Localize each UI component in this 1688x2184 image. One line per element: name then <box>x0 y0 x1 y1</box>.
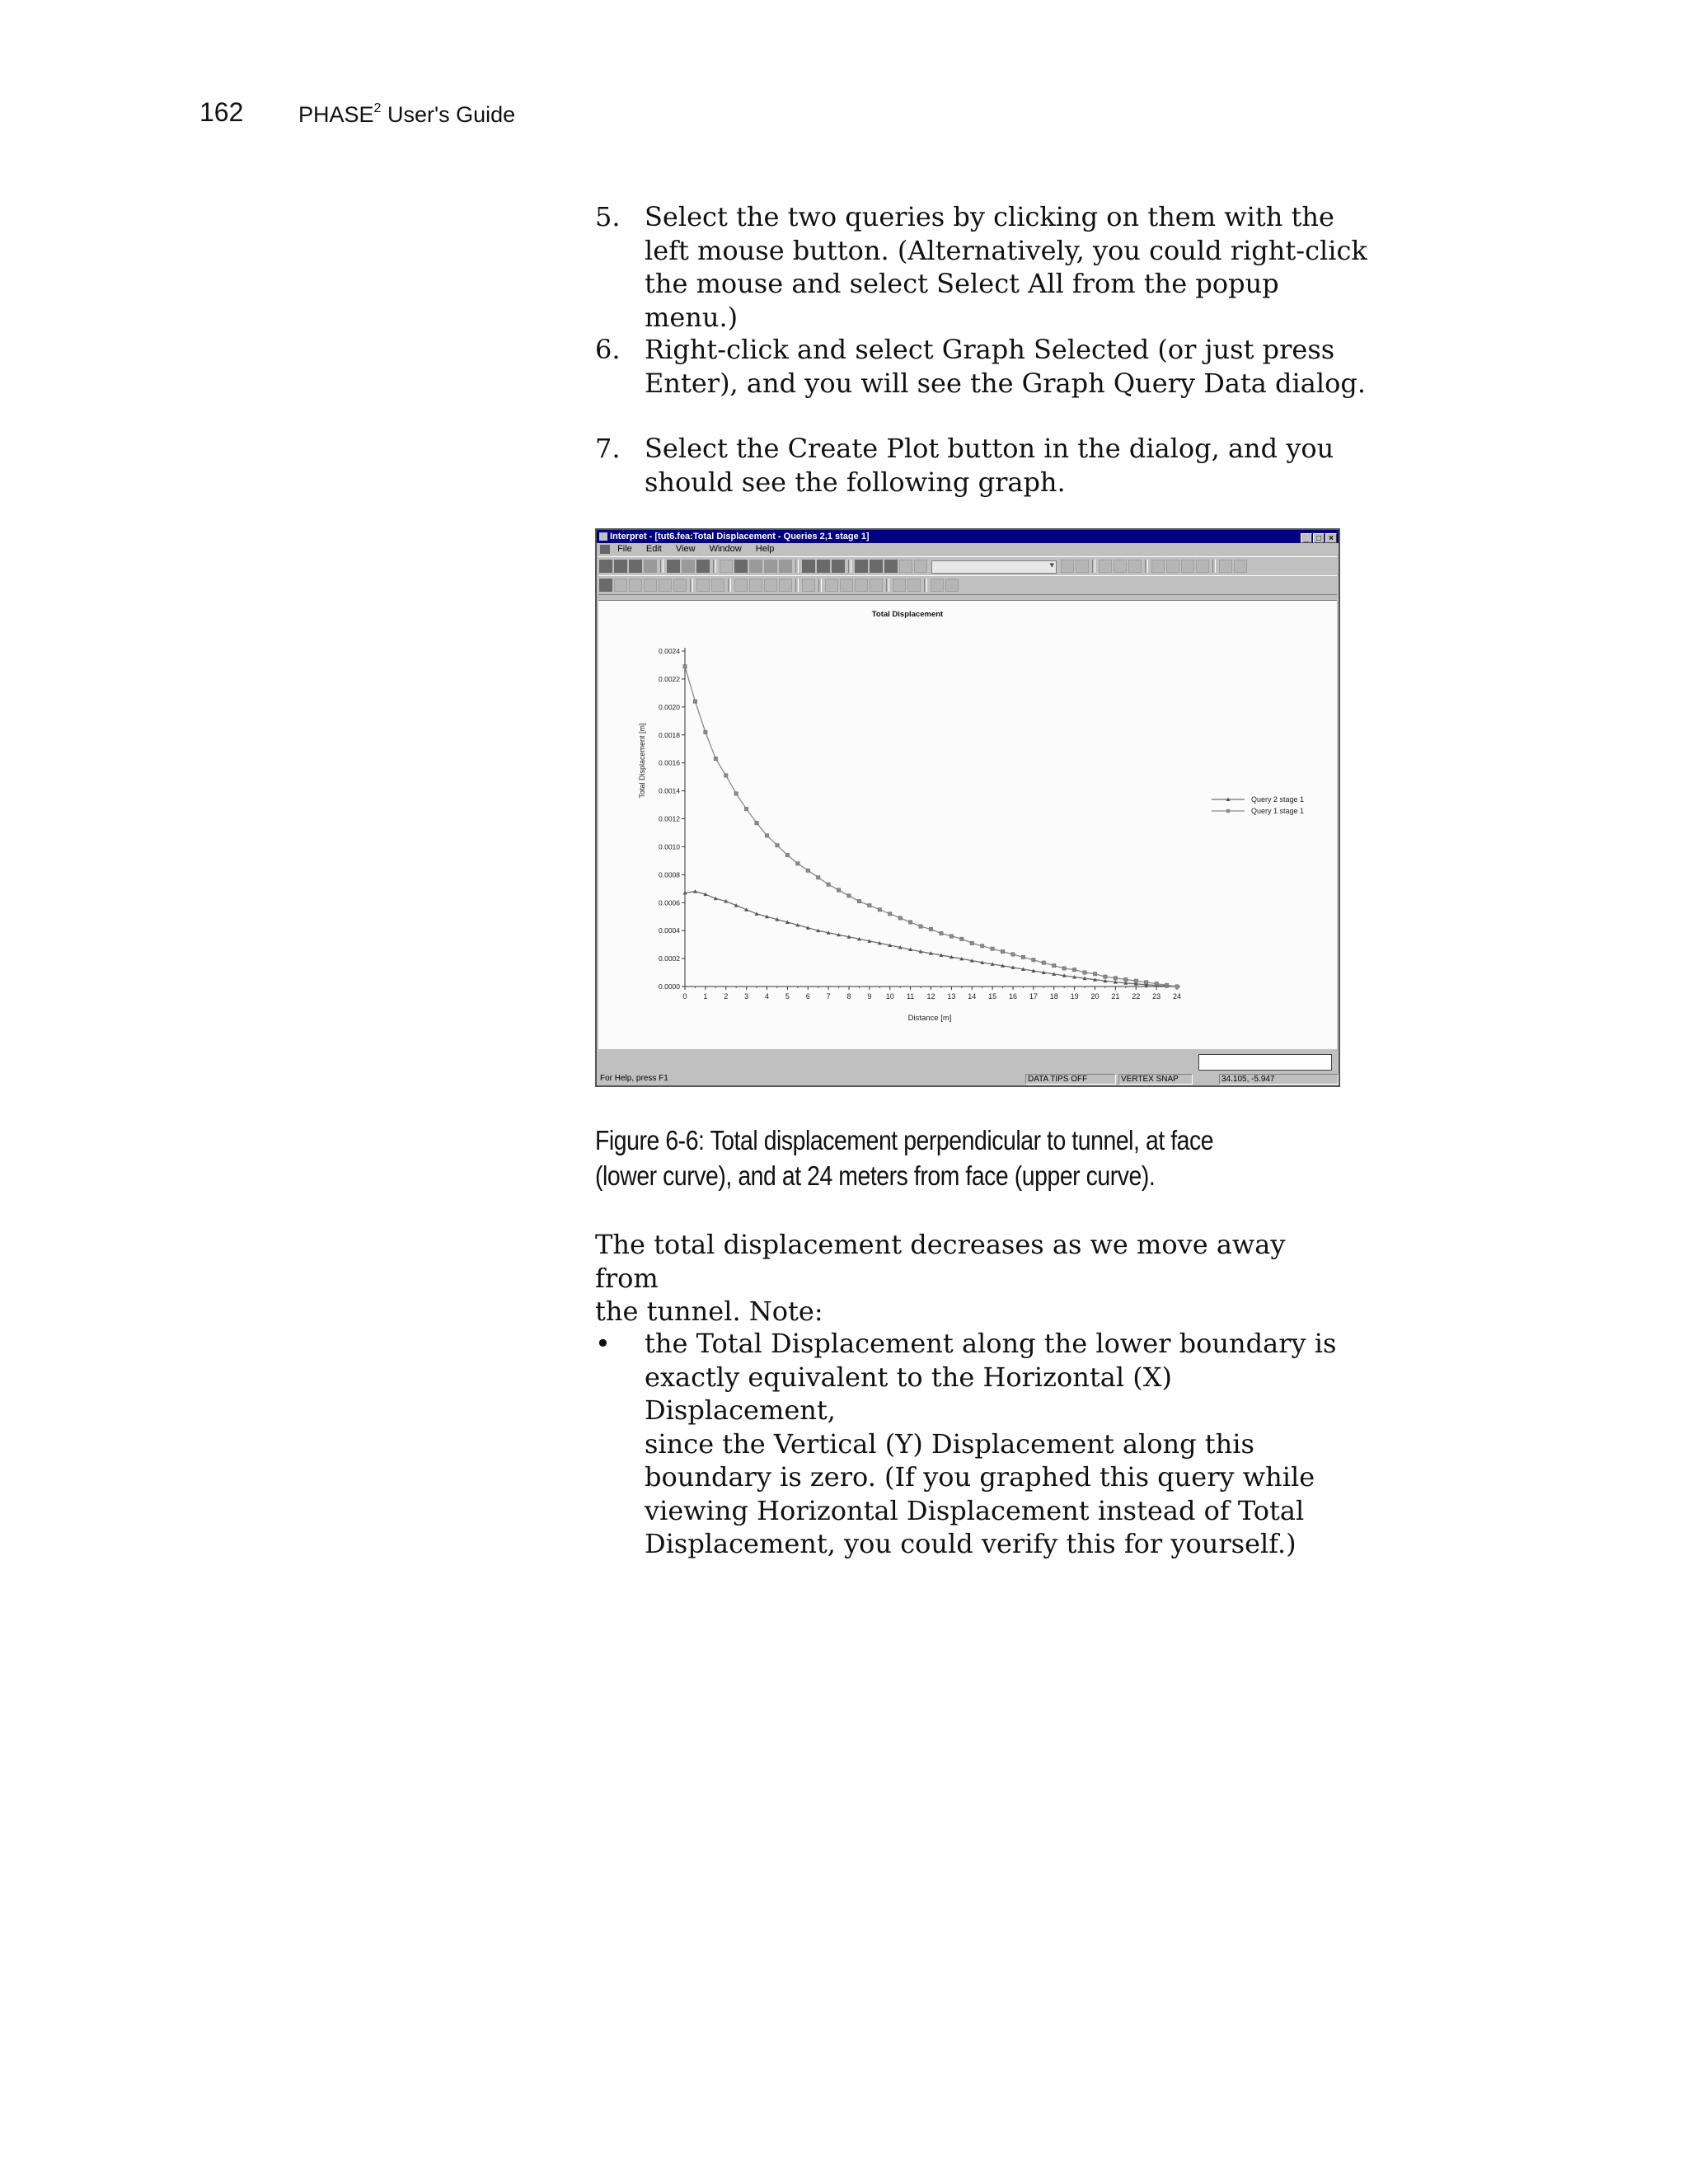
data-point-square <box>950 935 953 938</box>
stage-icon[interactable] <box>734 560 748 573</box>
x-tick-label: 18 <box>1049 992 1058 1001</box>
data-point-square <box>704 730 707 733</box>
data-point-square <box>693 700 696 703</box>
menu-window[interactable]: Window <box>709 544 742 554</box>
arrow-icon[interactable] <box>1166 560 1179 573</box>
x-tick-label: 4 <box>764 992 770 1001</box>
data-point-square <box>1155 982 1158 985</box>
status-coordinates: 34.105, -5.947 <box>1219 1074 1339 1085</box>
x-tick-label: 15 <box>988 992 997 1001</box>
line-icon[interactable] <box>696 579 710 592</box>
data-point-square <box>744 807 748 810</box>
data-point-square <box>1072 968 1076 971</box>
y-tick-label: 0.0006 <box>659 898 680 907</box>
x-tick-label: 3 <box>744 992 749 1001</box>
preview-icon[interactable] <box>682 560 695 573</box>
data-point-square <box>806 869 809 872</box>
distance-icon[interactable] <box>764 579 777 592</box>
bullet-symbol: • <box>595 1328 611 1359</box>
legend-marker-square <box>1226 809 1230 813</box>
copy-layer-icon[interactable] <box>840 579 853 592</box>
window-titlebar <box>597 530 1339 543</box>
data-point-square <box>1114 977 1117 980</box>
delete-query-icon[interactable] <box>1128 560 1142 573</box>
x-tick-label: 0 <box>682 992 687 1001</box>
x-tick-label: 19 <box>1070 992 1079 1001</box>
lock-icon[interactable] <box>870 579 883 592</box>
x-tick-label: 20 <box>1090 992 1100 1001</box>
title-rest: User's Guide <box>381 102 516 127</box>
x-tick-label: 14 <box>968 992 977 1001</box>
data-point-square <box>857 899 860 902</box>
figure-caption: Figure 6-6: Total displacement perpendicular to tunnel, at face (lower curve), and at 24 meters from face (upper curve). <box>595 1125 1214 1191</box>
x-tick-label: 5 <box>785 992 790 1001</box>
data-point-square <box>1104 975 1107 978</box>
step-text: Select the Create Plot button in the dialog, and you should see the following graph. <box>645 433 1334 498</box>
x-tick-label: 22 <box>1132 992 1141 1001</box>
toolbar-main <box>598 556 1337 576</box>
query-icon[interactable] <box>1061 560 1074 573</box>
chart-legend <box>1212 795 1304 815</box>
data-point-square <box>929 927 932 930</box>
y-tick-label: 0.0002 <box>659 954 680 963</box>
minimize-button[interactable]: _ <box>1301 533 1312 543</box>
box-icon[interactable] <box>1181 560 1194 573</box>
data-point-square <box>868 903 871 907</box>
x-tick-label: 10 <box>885 992 894 1001</box>
x-tick-label: 23 <box>1152 992 1161 1001</box>
data-point-square <box>755 821 758 824</box>
data-point-square <box>919 925 922 928</box>
data-point-square <box>1001 949 1004 953</box>
polyline-icon[interactable] <box>711 579 724 592</box>
toolbar-secondary <box>598 575 1337 595</box>
x-tick-label: 1 <box>703 992 708 1001</box>
chart-title: Total Displacement <box>871 610 944 619</box>
menu-help[interactable]: Help <box>755 544 775 554</box>
data-point-square <box>776 844 779 847</box>
ellipse-icon[interactable] <box>1196 560 1209 573</box>
app-window-screenshot <box>595 528 1340 1087</box>
layer-icon[interactable] <box>825 579 838 592</box>
title-superscript: 2 <box>373 101 382 115</box>
paste-icon[interactable] <box>855 579 868 592</box>
bullet-text: the Total Displacement along the lower boundary is exactly equivalent to the Horizontal (X) Displacement, since the Vertical (Y) Displacement along this boundary is zero. (If you graphed this query while viewing Horizontal Displacement instead of Total Displacement, you could verify this for yourself.) <box>645 1328 1337 1559</box>
x-tick-label: 9 <box>867 992 872 1001</box>
page-number: 162 <box>199 97 244 127</box>
window-title: Interpret - [tut6.fea:Total Displacement - Queries 2,1 stage 1] <box>610 532 870 541</box>
toolbar-separator <box>886 579 889 592</box>
text-icon[interactable] <box>614 579 627 592</box>
data-point-square <box>734 792 738 795</box>
select-icon[interactable] <box>599 579 612 592</box>
data-point-square <box>1165 983 1168 987</box>
filter-icon[interactable] <box>931 579 944 592</box>
step-text: Select the two queries by clicking on them with the left mouse button. (Alternatively, you could right-click the mouse and select Select All from the popup menu.) <box>645 201 1367 333</box>
close-button[interactable]: × <box>1325 533 1337 543</box>
info-icon[interactable] <box>1076 560 1089 573</box>
y-tick-label: 0.0012 <box>659 814 680 823</box>
app-icon <box>599 532 607 541</box>
data-point-square <box>898 916 902 920</box>
legend-label: Query 1 stage 1 <box>1251 807 1305 815</box>
toolbar-separator <box>1145 560 1148 573</box>
chart-icon[interactable] <box>667 560 680 573</box>
zoom-in-icon[interactable] <box>817 560 830 573</box>
data-point-square <box>1011 953 1015 956</box>
running-title <box>298 102 515 128</box>
next-icon[interactable] <box>764 560 777 573</box>
toolbar-separator <box>795 560 799 573</box>
data-point-square <box>1175 985 1179 988</box>
x-tick-label: 12 <box>926 992 935 1001</box>
toolbar-separator <box>660 560 663 573</box>
x-tick-label: 13 <box>947 992 956 1001</box>
data-point-square <box>847 894 851 898</box>
y-tick-label: 0.0008 <box>659 870 680 879</box>
toolbar-separator <box>1212 560 1216 573</box>
redraw-icon[interactable] <box>899 560 912 573</box>
y-tick-label: 0.0004 <box>659 926 680 935</box>
edit-icon[interactable] <box>802 579 815 592</box>
x-tick-label: 21 <box>1111 992 1120 1001</box>
data-point-square <box>878 908 881 912</box>
toolbar-separator <box>795 579 799 592</box>
data-point-square <box>837 888 840 892</box>
stop-icon[interactable] <box>779 560 792 573</box>
save-icon[interactable] <box>629 560 642 573</box>
data-point-square <box>1144 981 1147 984</box>
label-icon[interactable] <box>1151 560 1165 573</box>
pointer-icon[interactable] <box>629 579 642 592</box>
data-point-square <box>970 941 973 944</box>
data-point-square <box>796 862 799 865</box>
data-point-square <box>765 834 768 837</box>
data-point-square <box>1083 971 1086 974</box>
zoom-out-icon[interactable] <box>832 560 845 573</box>
menu-view[interactable]: View <box>675 544 696 554</box>
data-point-square <box>683 664 687 668</box>
series-line <box>685 892 1177 987</box>
toolbar-separator <box>924 579 927 592</box>
toolbar-separator <box>713 560 716 573</box>
x-tick-label: 6 <box>805 992 810 1001</box>
data-point-square <box>889 912 892 916</box>
step-number: 5. <box>595 201 621 232</box>
zoom-previous-icon[interactable] <box>870 560 883 573</box>
data-point-square <box>980 944 983 948</box>
angle-icon[interactable] <box>734 579 748 592</box>
y-tick-label: 0.0018 <box>659 730 680 739</box>
plot-area <box>598 600 1337 1049</box>
series-line <box>685 667 1177 987</box>
data-point-square <box>1021 955 1025 958</box>
x-axis-label: Distance [m] <box>907 1014 952 1023</box>
data-type-select[interactable] <box>931 560 1057 574</box>
x-tick-label: 24 <box>1172 992 1182 1001</box>
menu-edit[interactable]: Edit <box>645 544 662 554</box>
step-number: 6. <box>595 334 621 365</box>
y-tick-label: 0.0010 <box>659 842 680 851</box>
measure-icon[interactable] <box>749 579 762 592</box>
window-icon[interactable] <box>644 560 657 573</box>
displacement-chart <box>598 601 1337 1049</box>
y-tick-label: 0.0024 <box>659 647 680 655</box>
data-point-square <box>1042 961 1045 964</box>
contour-icon[interactable] <box>945 579 959 592</box>
y-tick-label: 0.0022 <box>659 674 680 683</box>
data-point-square <box>1093 972 1096 976</box>
data-point-square <box>714 757 717 760</box>
play-icon[interactable] <box>749 560 762 573</box>
chart-axes <box>659 647 1181 1001</box>
toolbar-separator <box>818 579 822 592</box>
toolbar-separator <box>848 560 851 573</box>
menu-bar <box>597 543 1339 555</box>
title-main: PHASE <box>298 102 374 127</box>
context-help-icon[interactable] <box>1234 560 1247 573</box>
table-icon[interactable] <box>673 579 687 592</box>
grid-icon[interactable] <box>659 579 672 592</box>
graph-icon[interactable] <box>1099 560 1112 573</box>
chart-series <box>683 664 1179 988</box>
step-number: 7. <box>595 433 621 464</box>
data-point-square <box>991 947 994 950</box>
options-icon[interactable] <box>893 579 906 592</box>
x-tick-label: 17 <box>1029 992 1038 1001</box>
data-point-square <box>1062 967 1066 970</box>
status-bar <box>597 1073 1339 1085</box>
toolbar-separator <box>690 579 693 592</box>
document-icon <box>600 545 610 554</box>
data-point-square <box>908 921 912 924</box>
data-point-square <box>1032 958 1035 962</box>
y-tick-label: 0.0000 <box>659 982 680 991</box>
status-data-tips[interactable]: DATA TIPS OFF <box>1025 1074 1116 1085</box>
help-icon[interactable] <box>1219 560 1232 573</box>
data-point-square <box>940 931 943 935</box>
data-point-square <box>960 937 964 940</box>
maximize-button[interactable]: □ <box>1313 533 1325 543</box>
open-icon[interactable] <box>599 560 612 573</box>
y-tick-label: 0.0020 <box>659 702 680 711</box>
y-tick-label: 0.0016 <box>659 758 680 767</box>
data-point-square <box>1053 963 1056 967</box>
y-axis-label: Total Displacement [m] <box>638 723 646 799</box>
step-text: Right-click and select Graph Selected (or just press Enter), and you will see the Graph Query Data dialog. <box>645 334 1366 399</box>
refresh-icon[interactable] <box>914 560 927 573</box>
x-tick-label: 8 <box>846 992 851 1001</box>
menu-file[interactable]: File <box>617 544 632 554</box>
data-point-square <box>1134 979 1137 982</box>
status-help: For Help, press F1 <box>600 1074 668 1083</box>
toolbar-separator <box>1092 560 1095 573</box>
zoom-all-icon[interactable] <box>802 560 815 573</box>
legend-label: Query 2 stage 1 <box>1251 795 1305 804</box>
data-point-square <box>827 883 830 886</box>
print-icon[interactable] <box>696 560 710 573</box>
body-paragraph: The total displacement decreases as we move away from the tunnel. Note: <box>595 1229 1286 1327</box>
display-icon[interactable] <box>907 579 921 592</box>
status-vertex-snap[interactable]: VERTEX SNAP <box>1118 1074 1193 1085</box>
data-point-square <box>816 876 819 879</box>
area-icon[interactable] <box>779 579 792 592</box>
status-input-box[interactable] <box>1198 1054 1332 1071</box>
toolbar-separator <box>728 579 731 592</box>
x-tick-label: 2 <box>724 992 729 1001</box>
copy-icon[interactable] <box>614 560 627 573</box>
x-tick-label: 16 <box>1008 992 1018 1001</box>
y-tick-label: 0.0014 <box>659 786 680 795</box>
graph-selected-icon[interactable] <box>1114 560 1127 573</box>
rectangle-icon[interactable] <box>644 579 657 592</box>
x-tick-label: 7 <box>826 992 831 1001</box>
zoom-window-icon[interactable] <box>855 560 868 573</box>
x-tick-label: 11 <box>906 992 915 1001</box>
data-point-square <box>785 853 789 856</box>
data-point-square <box>724 774 728 777</box>
export-icon[interactable] <box>720 560 733 573</box>
data-point-square <box>1124 977 1128 981</box>
pan-icon[interactable] <box>884 560 898 573</box>
